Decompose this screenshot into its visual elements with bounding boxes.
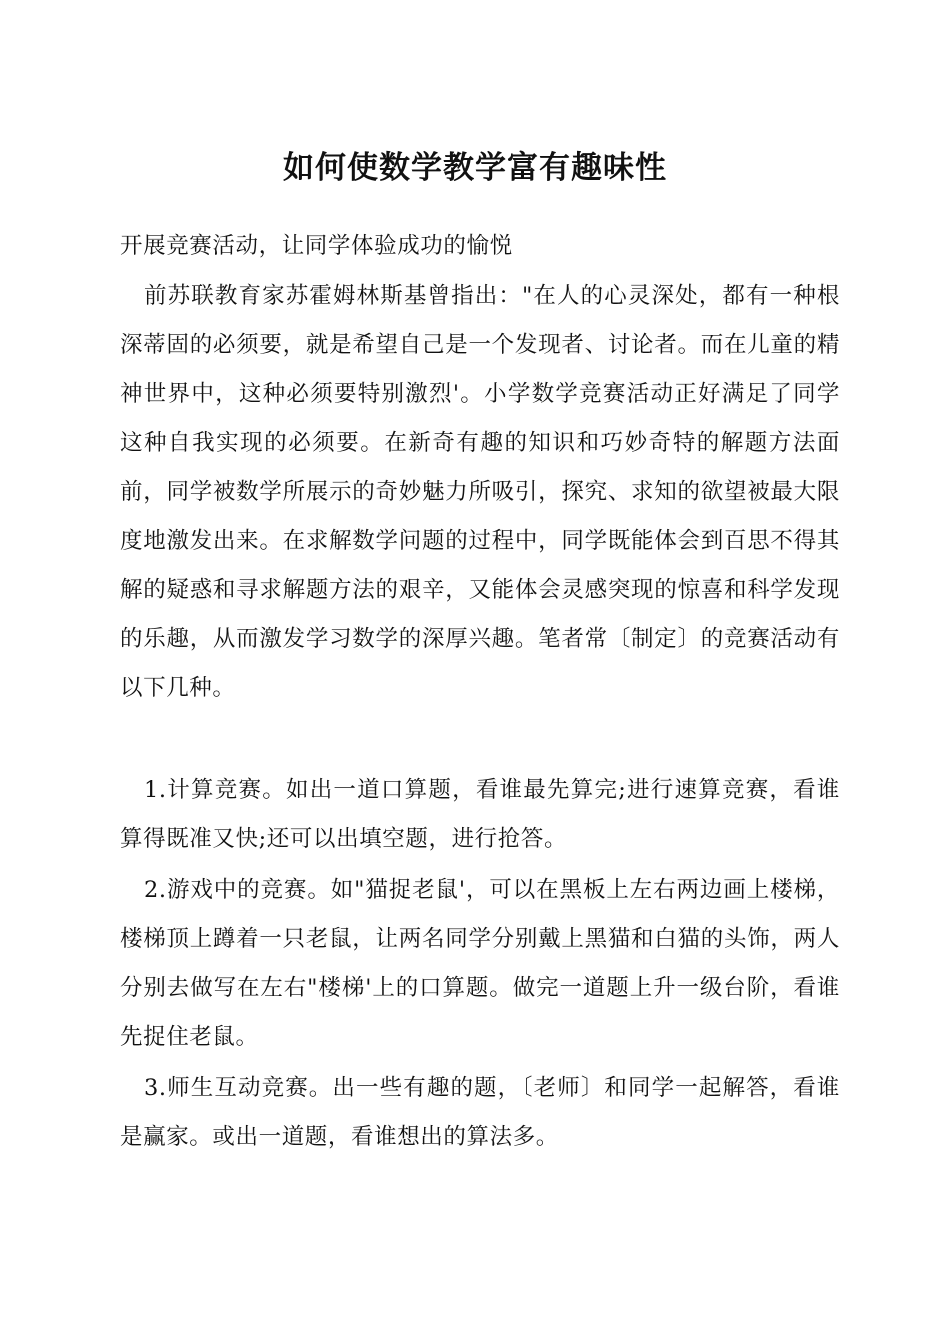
list-item-calculation-contest: 1.计算竞赛。如出一道口算题，看谁最先算完;进行速算竞赛，看谁算得既准又快;还可以出填空题，进行抢答。 [120,777,840,852]
list-item-teacher-student-contest: 3.师生互动竞赛。出一些有趣的题，〔老师〕和同学一起解答，看谁是赢家。或出一道题，看谁想出的算法多。 [120,1075,840,1150]
intro-paragraph: 前苏联教育家苏霍姆林斯基曾指出："在人的心灵深处，都有一种根深蒂固的必须要，就是希望自己是一个发现者、讨论者。而在儿童的精神世界中，这种必须要特别激烈'。小学数学竞赛活动正好满足了同学这种自我实现的必须要。在新奇有趣的知识和巧妙奇特的解题方法面前，同学被数学所展示的奇妙魅力所吸引，探究、求知的欲望被最大限度地激发出来。在求解数学问题的过程中，同学既能体会到百思不得其解的疑惑和寻求解题方法的艰辛，又能体会灵感突现的惊喜和科学发现的乐趣，从而激发学习数学的深厚兴趣。笔者常〔制定〕的竞赛活动有以下几种。 [120,283,840,701]
section-subheading: 开展竞赛活动，让同学体验成功的愉悦 [120,233,513,259]
list-item-game-contest: 2.游戏中的竞赛。如"猫捉老鼠'，可以在黑板上左右两边画上楼梯，楼梯顶上蹲着一只老鼠，让两名同学分别戴上黑猫和白猫的头饰，两人分别去做写在左右"楼梯'上的口算题。做完一道题上升一级台阶，看谁先捉住老鼠。 [120,877,840,1050]
document-title: 如何使数学教学富有趣味性 [283,150,667,186]
